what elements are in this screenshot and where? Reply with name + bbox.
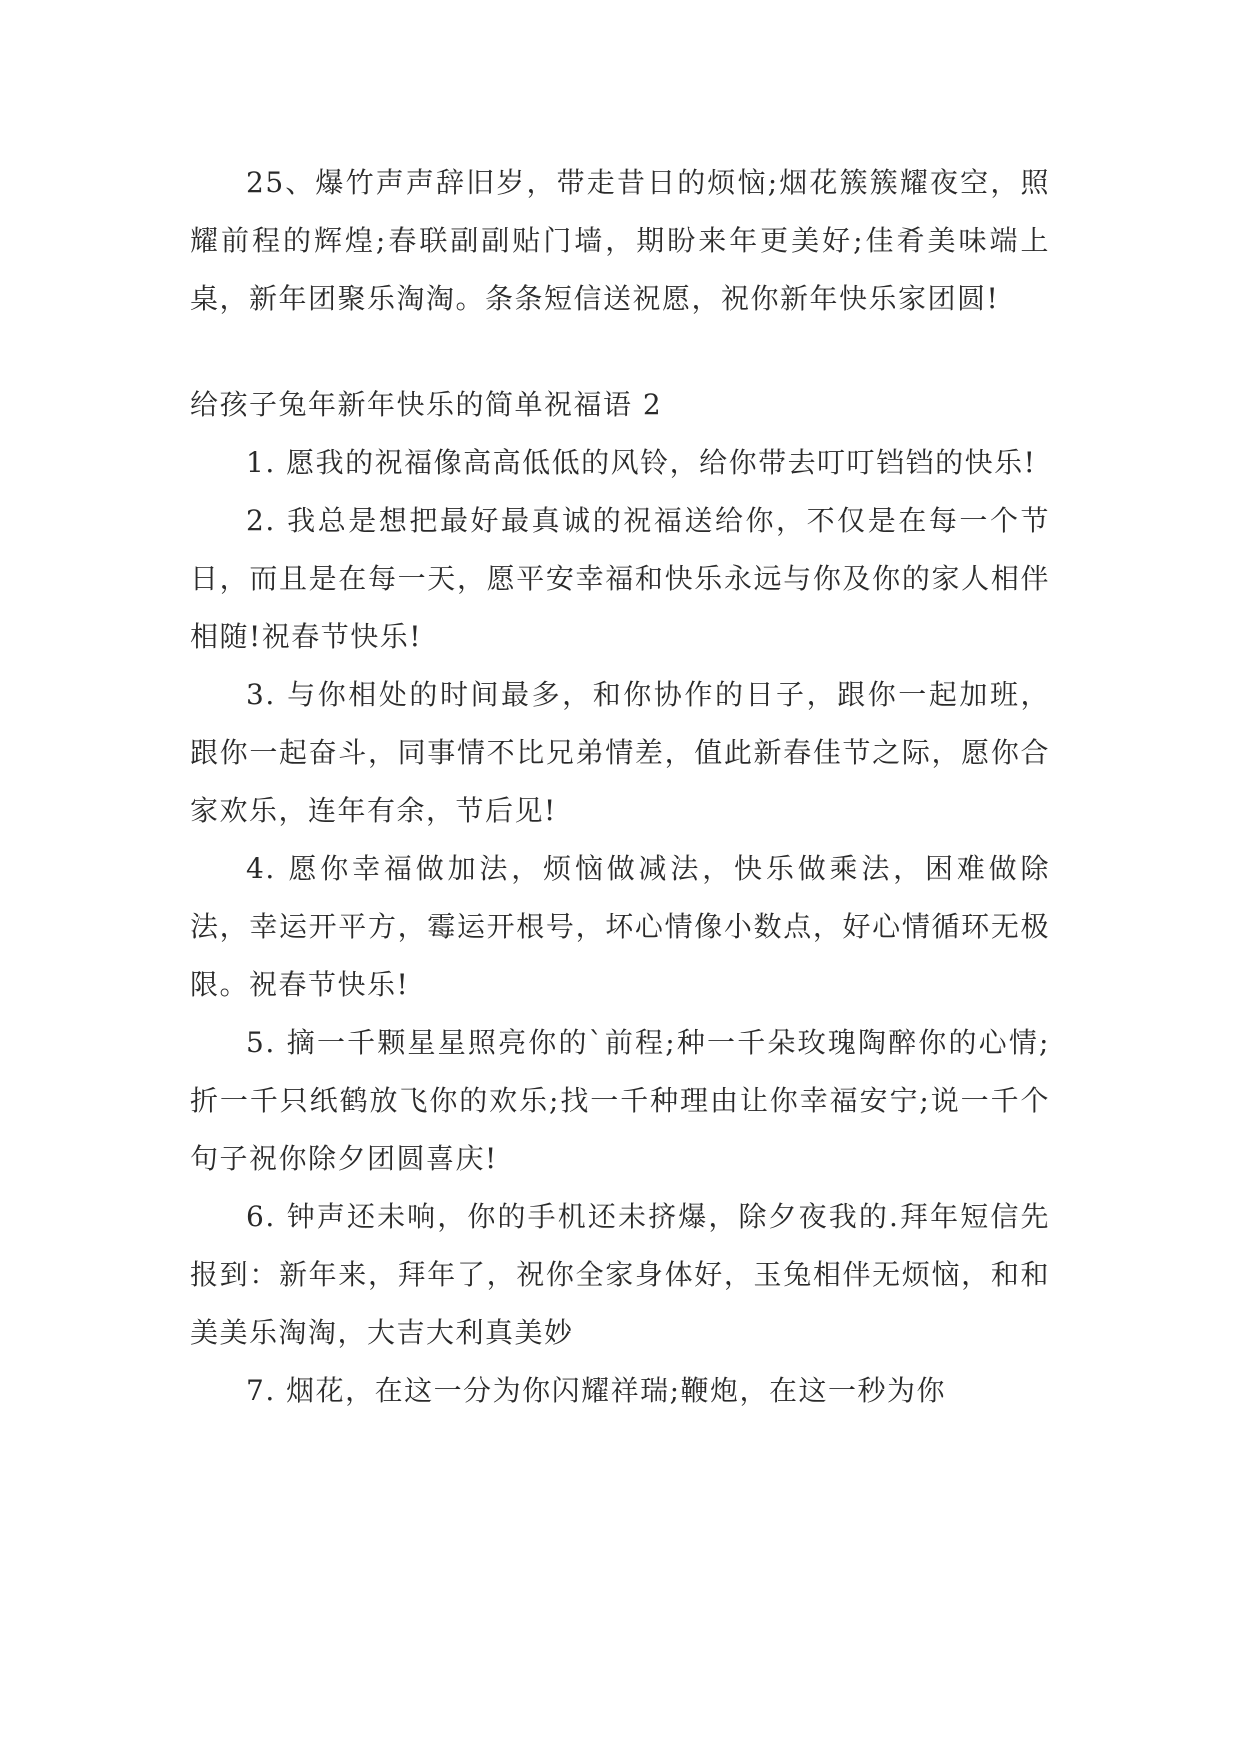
section-heading: 给孩子兔年新年快乐的简单祝福语 2 (190, 388, 663, 421)
list-item-2: 2. 我总是想把最好最真诚的祝福送给你，不仅是在每一个节日，而且是在每一天，愿平安幸福和快乐永远与你及你的家人相伴相随!祝春节快乐! (190, 504, 1050, 653)
list-item-5: 5. 摘一千颗星星照亮你的`前程;种一千朵玫瑰陶醉你的心情; 折一千只纸鹤放飞你的欢乐;找一千种理由让你幸福安宁;说一千个句子祝你除夕团圆喜庆! (190, 1026, 1050, 1175)
list-item-1: 1. 愿我的祝福像高高低低的风铃，给你带去叮叮铛铛的快乐! (246, 446, 1037, 479)
list-item-7: 7. 烟花，在这一分为你闪耀祥瑞;鞭炮，在这一秒为你 (246, 1374, 947, 1407)
list-item-3: 3. 与你相处的时间最多，和你协作的日子，跟你一起加班，跟你一起奋斗，同事情不比兄弟情差，值此新春佳节之际，愿你合家欢乐，连年有余，节后见! (190, 678, 1050, 827)
list-item-6: 6. 钟声还未响，你的手机还未挤爆，除夕夜我的.拜年短信先报到：新年来，拜年了，祝你全家身体好，玉兔相伴无烦恼，和和美美乐淘淘，大吉大利真美妙 (190, 1200, 1050, 1349)
intro-paragraph: 25、爆竹声声辞旧岁，带走昔日的烦恼;烟花簇簇耀夜空，照耀前程的辉煌;春联副副贴门墙，期盼来年更美好;佳肴美味端上桌，新年团聚乐淘淘。条条短信送祝愿，祝你新年快乐家团圆! (190, 166, 1050, 315)
list-item-4: 4. 愿你幸福做加法，烦恼做减法，快乐做乘法，困难做除法，幸运开平方，霉运开根号，坏心情像小数点，好心情循环无极限。祝春节快乐! (190, 852, 1050, 1001)
document-page (190, 154, 1050, 1420)
